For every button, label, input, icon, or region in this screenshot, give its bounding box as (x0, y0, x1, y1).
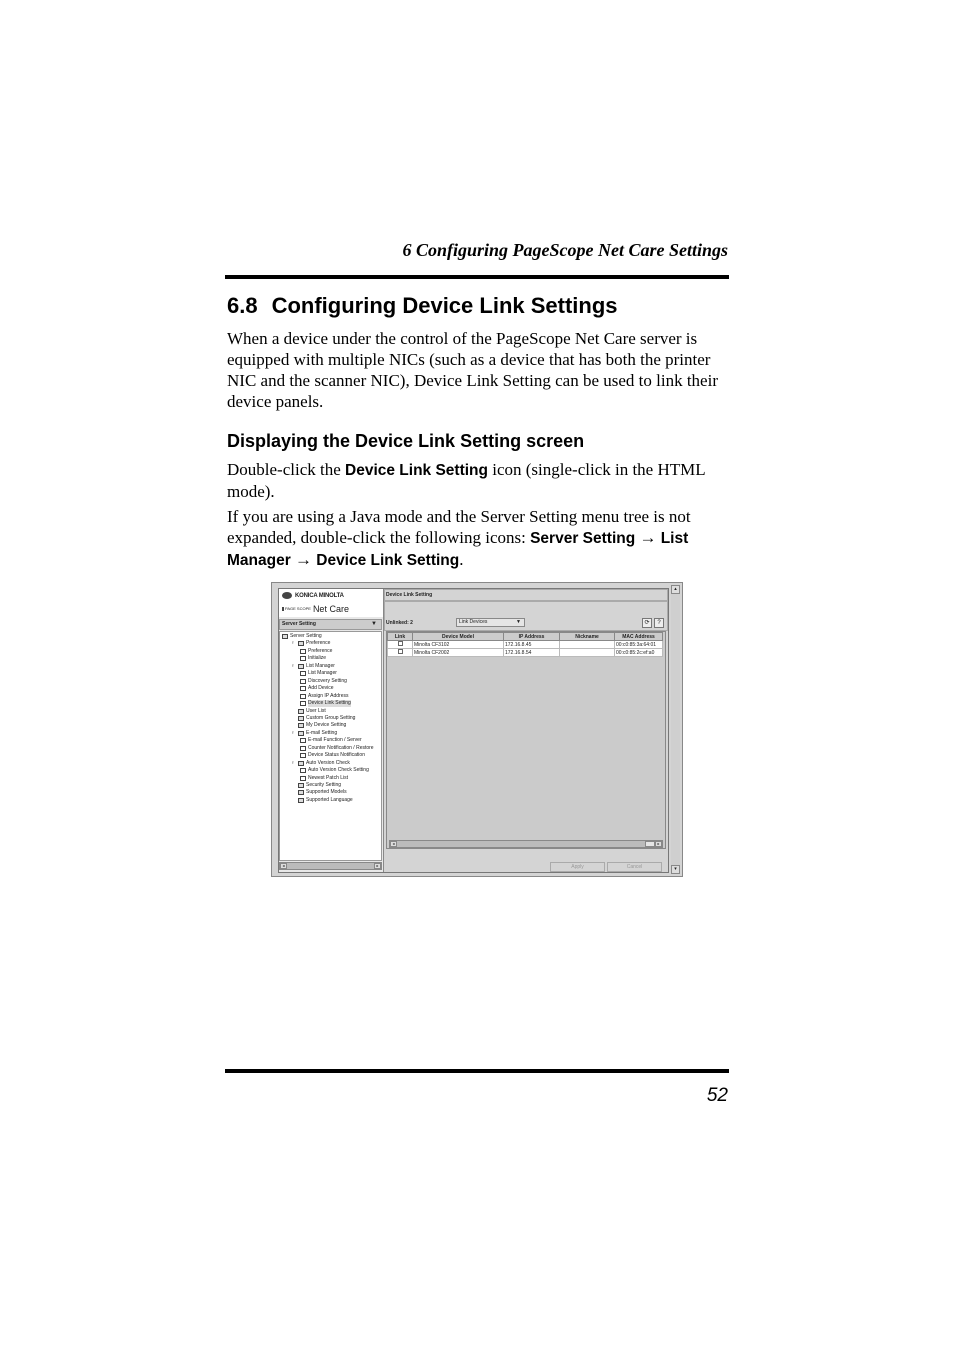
tree-item[interactable] (300, 693, 349, 700)
folder-icon (282, 634, 288, 639)
tree-item[interactable] (300, 737, 362, 744)
ui-term: Device Link Setting (316, 552, 460, 569)
tree-item-label: Supported Language (306, 796, 353, 803)
folder-icon (298, 664, 304, 669)
column-header-nickname[interactable]: Nickname (560, 633, 615, 641)
tree-item[interactable] (291, 789, 347, 796)
ui-term: List Manager (227, 530, 689, 569)
link-cell (388, 641, 413, 649)
link-cell (388, 649, 413, 657)
net-care-logo (282, 604, 349, 614)
panel-toolbar (384, 601, 668, 631)
apply-button[interactable]: Apply (550, 862, 605, 872)
cancel-button[interactable]: Cancel (607, 862, 662, 872)
expand-toggle-icon[interactable]: ♀ (291, 759, 295, 766)
section-title (227, 293, 618, 319)
tree-item[interactable] (300, 655, 326, 662)
folder-icon (298, 641, 304, 646)
tree-item[interactable] (291, 722, 346, 729)
tree-item-label: Device Status Notification (308, 752, 365, 759)
help-button[interactable] (654, 618, 664, 628)
section-number: 6.8 (227, 293, 258, 318)
product-name: Net Care (312, 604, 349, 614)
setting-icon (300, 753, 306, 758)
tree-item[interactable] (291, 708, 326, 715)
tree-item[interactable] (291, 663, 335, 670)
tree-item-label: My Device Setting (306, 722, 347, 729)
arrow: → (290, 550, 317, 569)
expand-toggle-icon[interactable]: ♀ (291, 729, 295, 736)
tree-horizontal-scrollbar[interactable] (279, 862, 382, 870)
device-model-cell: Minolta CF2002 (413, 649, 504, 657)
tree-item[interactable] (291, 730, 337, 737)
java-mode-paragraph (227, 506, 729, 571)
tree-item[interactable] (300, 685, 334, 692)
ui-term: Server Setting (530, 530, 636, 547)
link-filter-value: Link Devices (459, 619, 488, 625)
tree-item-label: Server Setting (290, 633, 322, 639)
tree-item-label: Initialize (308, 655, 327, 662)
folder-icon (298, 783, 304, 788)
folder-icon (298, 761, 304, 766)
expand-toggle-icon[interactable]: ♀ (291, 640, 295, 647)
tree-item[interactable] (291, 715, 355, 722)
running-head: 6 Configuring PageScope Net Care Settings (402, 240, 728, 260)
tree-item-label: Discovery Setting (308, 677, 347, 684)
tree-item-label: Supported Models (306, 789, 347, 796)
folder-icon (298, 790, 304, 795)
scroll-left-icon[interactable]: ◂ (390, 841, 397, 847)
panel-title: Device Link Setting (386, 592, 433, 598)
link-filter-select[interactable] (456, 618, 525, 627)
device-table (387, 632, 663, 657)
ip-address-cell: 172.16.8.54 (504, 649, 560, 657)
refresh-button[interactable] (642, 618, 652, 628)
scroll-thumb[interactable] (645, 841, 655, 847)
link-checkbox[interactable] (398, 649, 403, 654)
brand-name: KONICA MINOLTA (295, 592, 344, 599)
instruction-paragraph (227, 459, 729, 502)
table-row[interactable] (388, 649, 663, 657)
setting-icon (300, 649, 306, 654)
setting-icon (300, 701, 306, 706)
globe-icon (282, 592, 292, 599)
text: Double-click the (227, 460, 346, 479)
setting-icon (300, 679, 306, 684)
device-table-area (386, 631, 666, 849)
column-header-device-model[interactable]: Device Model (413, 633, 504, 641)
folder-icon (298, 798, 304, 803)
tree-item[interactable] (300, 767, 369, 774)
tree-item[interactable] (300, 775, 348, 782)
unlinked-count: Unlinked: 2 (386, 620, 413, 626)
setting-icon (300, 656, 306, 661)
header-rule (225, 275, 729, 279)
ip-address-cell: 172.16.8.45 (504, 641, 560, 649)
table-header-row (388, 633, 663, 641)
folder-icon (298, 716, 304, 721)
scroll-down-icon[interactable]: ▾ (671, 865, 680, 874)
tree-item[interactable] (300, 700, 351, 707)
page-number: 52 (706, 1085, 728, 1106)
folder-icon (298, 709, 304, 714)
tree-item-label: Preference (308, 647, 333, 654)
expand-toggle-icon[interactable]: ♀ (291, 662, 295, 669)
tree-item-label: List Manager (308, 670, 337, 677)
setting-icon (300, 746, 306, 751)
refresh-icon: ⟳ (644, 620, 650, 626)
nickname-cell (560, 649, 615, 657)
setting-icon (300, 776, 306, 781)
nickname-cell (560, 641, 615, 649)
link-checkbox[interactable] (398, 641, 403, 646)
device-model-cell: Minolta CF3102 (413, 641, 504, 649)
arrow: → (635, 528, 661, 547)
tree-item[interactable] (300, 752, 365, 759)
mac-address-cell: 00:c0:85:2c:ef:a0 (615, 649, 663, 657)
text: . (459, 550, 464, 569)
scroll-right-icon[interactable]: ▸ (655, 841, 662, 847)
konica-minolta-logo (282, 592, 344, 599)
text: If you are using a Java mode and the Server Setting menu tree is not expanded, double-click the following icons: (227, 507, 691, 547)
tree-item-label: Newest Patch List (308, 774, 349, 781)
tree-item-label: List Manager (306, 662, 335, 669)
tree-item-label: Assign IP Address (308, 692, 349, 699)
tree-item[interactable] (291, 640, 330, 647)
tree-item[interactable] (300, 678, 347, 685)
column-header-ip-address[interactable]: IP Address (504, 633, 560, 641)
table-horizontal-scrollbar[interactable] (389, 840, 663, 848)
content-pane (384, 589, 668, 872)
menu-select[interactable] (279, 619, 382, 630)
column-header-link[interactable]: Link (388, 633, 413, 641)
tree-item[interactable] (300, 745, 374, 752)
window-vertical-scrollbar[interactable] (671, 585, 680, 874)
tree-item-label: Security Setting (306, 782, 342, 788)
navigation-pane (279, 589, 384, 872)
setting-icon (300, 671, 306, 676)
menu-select-value: Server Setting (282, 621, 316, 627)
menu-tree (279, 631, 382, 861)
help-icon: ? (657, 620, 661, 626)
tree-item-label: E-mail Setting (306, 729, 338, 736)
subsection-title: Displaying the Device Link Setting screen (227, 431, 585, 451)
tree-item[interactable] (291, 797, 353, 804)
tree-item-label: E-mail Function / Server (308, 737, 362, 744)
tree-item-label: Device Link Setting (308, 700, 351, 707)
column-header-mac-address[interactable]: MAC Address (615, 633, 663, 641)
intro-paragraph: When a device under the control of the PageScope Net Care server is equipped with multiple NICs (such as a device that has both the printer NIC and the scanner NIC), Device Link Setting can be used to link their device panels. (227, 329, 718, 411)
tree-item-label: Auto Version Check Setting (308, 767, 369, 774)
chevron-down-icon: ▼ (516, 619, 521, 625)
setting-icon (300, 738, 306, 743)
section-title-text: Configuring Device Link Settings (271, 293, 618, 318)
footer-rule (225, 1069, 729, 1073)
setting-icon (300, 686, 306, 691)
scroll-up-icon[interactable]: ▴ (671, 585, 680, 594)
logo-area (279, 589, 383, 617)
tree-item[interactable] (300, 648, 332, 655)
tree-item-label: Add Device (308, 685, 334, 692)
mac-address-cell: 00:c0:85:3a:64:01 (615, 641, 663, 649)
tree-item-label: User List (306, 707, 326, 714)
ui-term: Device Link Setting (345, 462, 488, 479)
tree-item-label: Custom Group Setting (306, 714, 356, 721)
tree-item-label: Counter Notification / Restore (308, 744, 374, 751)
folder-icon (298, 731, 304, 736)
setting-icon (300, 768, 306, 773)
tree-item[interactable] (291, 782, 341, 789)
tree-item-label: Preference (306, 640, 331, 647)
setting-icon (300, 694, 306, 699)
scroll-left-icon[interactable]: ◂ (280, 863, 287, 869)
app-window (278, 588, 669, 873)
text: icon (single-click in the HTML mode). (227, 460, 706, 501)
tree-item-label: Auto Version Check (306, 759, 350, 766)
table-row[interactable] (388, 641, 663, 649)
tree-item[interactable] (291, 760, 350, 767)
tree-item[interactable] (300, 670, 337, 677)
chevron-down-icon: ▼ (371, 621, 377, 627)
app-screenshot (271, 582, 683, 877)
tree-item[interactable] (282, 633, 322, 640)
pagescope-mark: PAGE SCOPE (282, 607, 311, 611)
scroll-right-icon[interactable]: ▸ (374, 863, 381, 869)
folder-icon (298, 723, 304, 728)
